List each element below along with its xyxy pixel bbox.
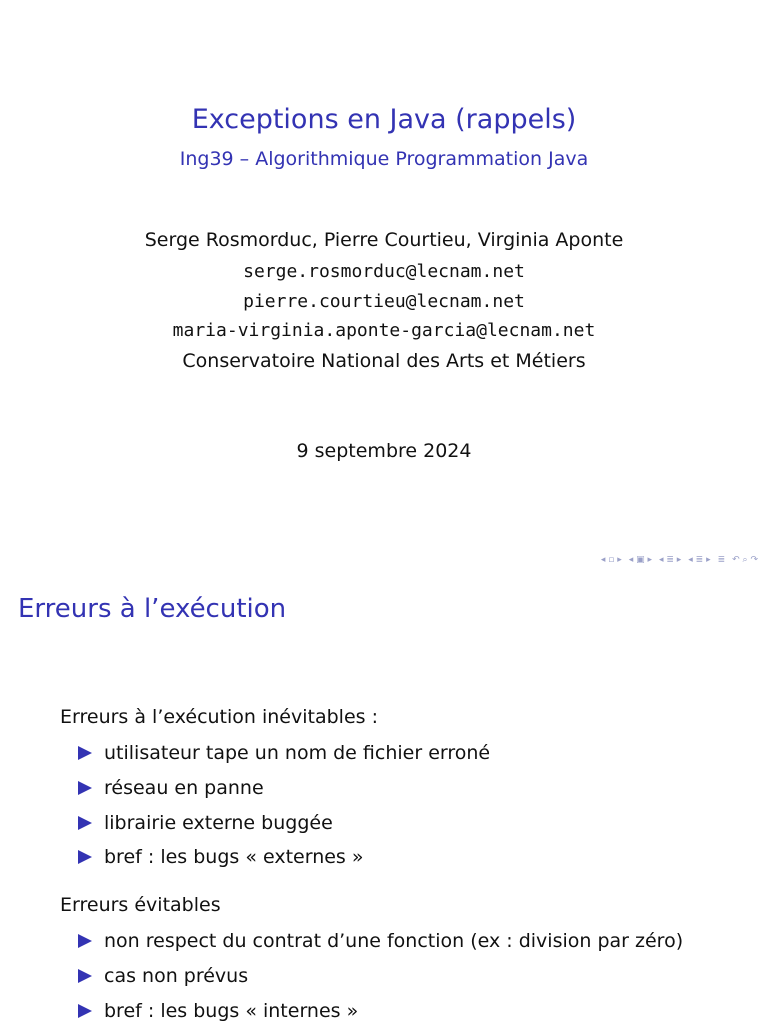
authors: Serge Rosmorduc, Pierre Courtieu, Virginia Aponte — [144, 229, 624, 251]
presentation-date: 9 septembre 2024 — [296, 440, 472, 462]
group-label: Erreurs évitables — [60, 894, 221, 916]
presentation-title: Exceptions en Java (rappels) — [191, 104, 577, 135]
list-item: librairie externe buggée — [78, 805, 490, 840]
bullet-triangle-icon — [78, 969, 92, 983]
institution: Conservatoire National des Arts et Métiers — [182, 350, 586, 372]
list-item: bref : les bugs « internes » — [78, 993, 683, 1028]
nav-frame-prev-icon[interactable]: ◂ ▣ ▸ — [628, 555, 652, 565]
bullet-triangle-icon — [78, 850, 92, 864]
bullet-list — [78, 736, 490, 875]
beamer-navigation-bar — [601, 555, 758, 565]
bullet-triangle-icon — [78, 934, 92, 948]
bullet-triangle-icon — [78, 781, 92, 795]
bullet-list — [78, 924, 683, 1028]
content-slide — [0, 576, 768, 1024]
nav-search-icon[interactable]: ↶ ⌕ ↷ — [732, 555, 758, 565]
presentation-subtitle: Ing39 – Algorithmique Programmation Java — [179, 148, 589, 170]
list-item: non respect du contrat d’une fonction (ex : division par zéro) — [78, 924, 683, 959]
list-item: utilisateur tape un nom de fichier erroné — [78, 736, 490, 771]
nav-section-next-icon[interactable]: ≣ — [717, 555, 726, 565]
bullet-triangle-icon — [78, 816, 92, 830]
bullet-triangle-icon — [78, 746, 92, 760]
author-email: maria-virginia.aponte-garcia@lecnam.net — [172, 320, 596, 341]
nav-section-icon[interactable]: ◂ ≣ ▸ — [688, 555, 711, 565]
list-item: bref : les bugs « externes » — [78, 840, 490, 875]
frame-title: Erreurs à l’exécution — [18, 594, 287, 624]
nav-subsection-icon[interactable]: ◂ ≣ ▸ — [658, 555, 682, 565]
list-item: réseau en panne — [78, 771, 490, 806]
bullet-triangle-icon — [78, 1004, 92, 1018]
list-item: cas non prévus — [78, 959, 683, 994]
author-email: pierre.courtieu@lecnam.net — [243, 291, 525, 312]
nav-first-icon[interactable]: ◂ ▫ ▸ — [600, 555, 622, 565]
author-email: serge.rosmorduc@lecnam.net — [243, 261, 525, 282]
group-label: Erreurs à l’exécution inévitables : — [60, 706, 378, 728]
